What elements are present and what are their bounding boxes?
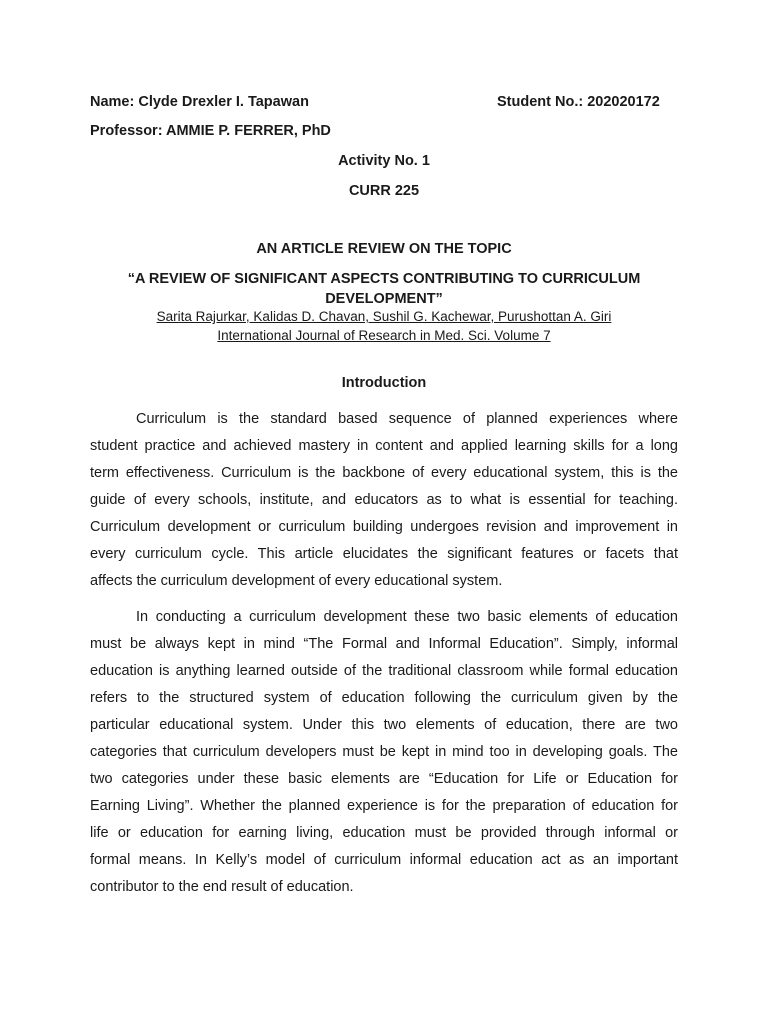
student-name: Name: Clyde Drexler I. Tapawan bbox=[90, 94, 309, 110]
article-title bbox=[100, 269, 668, 309]
paragraph-line: Curriculum is the standard based sequence of planned experiences where bbox=[136, 411, 678, 427]
section-heading: Introduction bbox=[341, 375, 427, 391]
course-code: CURR 225 bbox=[348, 183, 420, 199]
paragraph-line: term effectiveness. Curriculum is the backbone of every educational system, this is the bbox=[90, 465, 678, 481]
paragraph-line: formal means. In Kelly’s model of curriculum informal education act as an important bbox=[90, 852, 678, 868]
paragraph-line: Curriculum development or curriculum building undergoes revision and improvement in bbox=[90, 519, 678, 535]
article-title-line-2: DEVELOPMENT” bbox=[325, 291, 443, 307]
paragraph-line: every curriculum cycle. This article elucidates the significant features or facets that bbox=[90, 546, 678, 562]
paragraph-line: must be always kept in mind “The Formal and Informal Education”. Simply, informal bbox=[90, 636, 678, 652]
paragraph-line: contributor to the end result of education. bbox=[90, 879, 354, 895]
paragraph-line: education is anything learned outside of the traditional classroom while formal education bbox=[90, 663, 678, 679]
activity-number: Activity No. 1 bbox=[338, 153, 430, 169]
article-authors: Sarita Rajurkar, Kalidas D. Chavan, Sushil G. Kachewar, Purushottan A. Giri bbox=[156, 309, 612, 324]
paragraph-line: In conducting a curriculum development these two basic elements of education bbox=[136, 609, 678, 625]
review-heading: AN ARTICLE REVIEW ON THE TOPIC bbox=[256, 241, 512, 257]
professor-name: Professor: AMMIE P. FERRER, PhD bbox=[90, 123, 331, 139]
paragraph-line: two categories under these basic elements are “Education for Life or Education for bbox=[90, 771, 678, 787]
paragraph-line: Earning Living”. Whether the planned experience is for the preparation of education for bbox=[90, 798, 678, 814]
paragraph-line: life or education for earning living, education must be provided through informal or bbox=[90, 825, 678, 841]
student-number: Student No.: 202020172 bbox=[497, 94, 660, 110]
article-title-line-1: “A REVIEW OF SIGNIFICANT ASPECTS CONTRIBUTING TO CURRICULUM bbox=[127, 271, 641, 287]
paragraph-line: categories that curriculum developers must be kept in mind too in developing goals. The bbox=[90, 744, 678, 760]
paragraph-line: student practice and achieved mastery in content and applied learning skills for a long bbox=[90, 438, 678, 454]
paragraph-line: refers to the structured system of education following the curriculum given by the bbox=[90, 690, 678, 706]
paragraph-line: affects the curriculum development of every educational system. bbox=[90, 573, 503, 589]
paragraph-line: guide of every schools, institute, and educators as to what is essential for teaching. bbox=[90, 492, 678, 508]
paragraph-line: particular educational system. Under this two elements of education, there are two bbox=[90, 717, 678, 733]
journal-name: International Journal of Research in Med. Sci. Volume 7 bbox=[217, 328, 551, 343]
